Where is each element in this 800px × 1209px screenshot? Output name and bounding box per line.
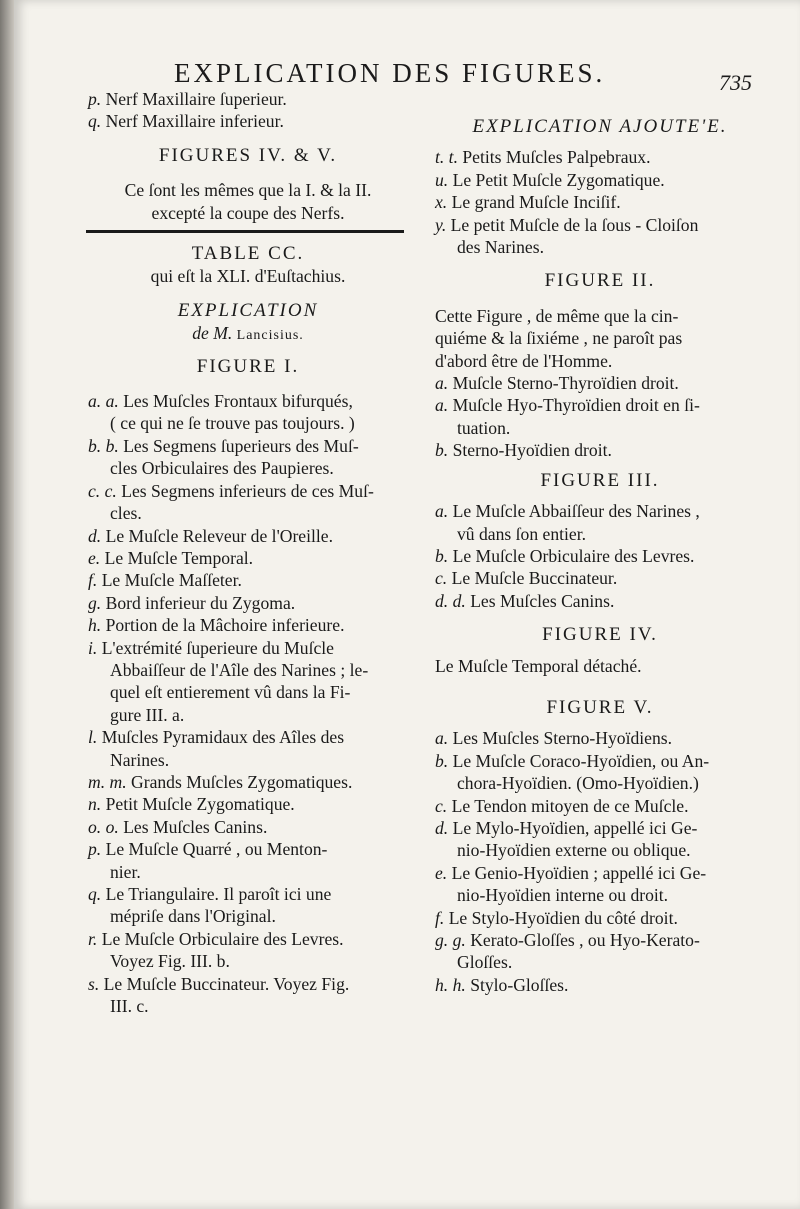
item-label: p. xyxy=(88,89,106,109)
item-line xyxy=(88,412,408,434)
byline-prefix: de M. xyxy=(192,323,233,344)
item-text: Le Genio-Hyoïdien ; appellé ici Ge- xyxy=(451,862,707,883)
item-line xyxy=(88,480,408,502)
item-text: Stylo-Gloſſes. xyxy=(470,974,569,995)
item-line xyxy=(88,390,408,412)
item-label: g. g. xyxy=(435,930,471,950)
figure-ii-list xyxy=(435,372,765,462)
item-line xyxy=(435,545,765,567)
text-line: quiéme & la ſixiéme , ne paroît pas xyxy=(435,328,683,349)
item-label: q. xyxy=(88,884,106,904)
item-label: r. xyxy=(88,928,102,949)
list-item xyxy=(88,771,408,793)
item-label: b. xyxy=(435,440,453,461)
item-label: a. xyxy=(435,373,453,394)
item-text: Le Tendon mitoyen de ce Muſcle. xyxy=(451,795,689,816)
list-item xyxy=(435,795,765,817)
item-text: L'extrémité ſuperieure du Muſcle xyxy=(101,637,334,658)
item-line xyxy=(435,590,765,612)
item-line xyxy=(435,974,765,996)
item-line xyxy=(88,883,408,905)
list-item xyxy=(88,883,408,928)
list-item xyxy=(88,793,408,815)
page-title: EXPLICATION DES FIGURES. xyxy=(174,58,606,88)
item-line xyxy=(435,372,765,394)
item-text: Le Muſcle Temporal. xyxy=(104,547,254,568)
item-label: h. xyxy=(88,615,106,636)
heading-table-cc: TABLE CC. xyxy=(191,243,305,265)
item-text: Les Muſcles Canins. xyxy=(123,816,268,837)
item-line xyxy=(88,816,408,838)
left-top-list xyxy=(88,88,408,133)
item-text: Le Muſcle Orbiculaire des Levres. xyxy=(101,928,344,949)
item-text: Le petit Muſcle de la ſous - Cloiſon xyxy=(450,214,699,235)
list-item xyxy=(435,191,765,213)
item-line xyxy=(88,502,408,524)
fig45-text-line: excepté la coupe des Nerfs. xyxy=(151,202,345,223)
item-line xyxy=(435,884,765,906)
list-item xyxy=(435,862,765,907)
item-text: Le Muſcle Buccinateur. xyxy=(451,568,618,589)
item-label: q. xyxy=(88,111,106,132)
item-label: e. xyxy=(88,547,105,568)
item-label: n. xyxy=(88,794,106,815)
item-text: cles. xyxy=(110,503,142,524)
item-line xyxy=(88,547,408,569)
item-text: Abbaiſſeur de l'Aîle des Narines ; le- xyxy=(110,659,369,680)
item-label: p. xyxy=(88,839,106,860)
heading-figure-iv: FIGURE IV. xyxy=(542,624,658,646)
figure-iii-list xyxy=(435,500,765,612)
item-text: Le Stylo-Hyoïdien du côté droit. xyxy=(448,907,678,928)
item-line xyxy=(435,191,765,213)
item-line xyxy=(435,236,765,258)
item-text: Voyez Fig. III. b. xyxy=(110,951,230,972)
item-label: h. h. xyxy=(435,974,471,995)
item-line xyxy=(435,146,765,168)
table-subheading: qui eſt la XLI. d'Euſtachius. xyxy=(150,266,346,287)
list-item xyxy=(435,590,765,612)
item-label: a. a. xyxy=(88,391,124,412)
item-text: Le Muſcle Maſſeter. xyxy=(101,570,242,591)
text-line: Cette Figure , de même que la cin- xyxy=(435,305,679,326)
list-item xyxy=(88,569,408,591)
item-text: Le grand Muſcle Inciſif. xyxy=(451,192,621,213)
list-item xyxy=(435,439,765,461)
left-column xyxy=(88,88,408,1017)
item-text: des Narines. xyxy=(457,237,544,258)
item-label: o. o. xyxy=(88,816,124,837)
added-explication-list xyxy=(435,146,765,258)
item-label: l. xyxy=(88,727,102,748)
item-line xyxy=(435,750,765,772)
explication-byline xyxy=(88,322,408,347)
item-text: Les Muſcles Frontaux bifurqués, xyxy=(123,391,353,412)
item-line xyxy=(88,88,408,110)
item-label: y. xyxy=(435,214,451,235)
item-line xyxy=(88,928,408,950)
item-label: f. xyxy=(435,907,449,928)
item-text: Gloſſes. xyxy=(457,952,513,973)
heading-figures-iv-v: FIGURES IV. & V. xyxy=(158,144,338,166)
item-text: Sterno-Hyoïdien droit. xyxy=(452,440,612,461)
figure-v-list xyxy=(435,727,765,996)
item-text: Petits Muſcles Palpebraux. xyxy=(462,147,651,168)
item-text: chora-Hyoïdien. (Omo-Hyoïdien.) xyxy=(457,773,699,794)
list-item xyxy=(435,545,765,567)
item-line xyxy=(88,435,408,457)
item-line xyxy=(88,771,408,793)
item-line xyxy=(435,394,765,416)
item-label: c. xyxy=(435,795,452,816)
item-line xyxy=(435,567,765,589)
item-text: Bord inferieur du Zygoma. xyxy=(105,592,296,613)
list-item xyxy=(88,110,408,132)
item-line xyxy=(88,861,408,883)
list-item xyxy=(435,907,765,929)
item-line xyxy=(435,951,765,973)
item-text: nio-Hyoïdien externe ou oblique. xyxy=(457,840,691,861)
item-line xyxy=(435,929,765,951)
item-label: g. xyxy=(88,592,106,613)
list-item xyxy=(88,592,408,614)
item-label: c. xyxy=(435,568,452,589)
item-label: x. xyxy=(435,192,452,213)
item-text: Nerf Maxillaire ſuperieur. xyxy=(105,89,287,109)
item-text: Le Muſcle Quarré , ou Menton- xyxy=(105,839,328,860)
item-label: b. b. xyxy=(88,435,124,456)
item-label: u. xyxy=(435,169,453,190)
item-line xyxy=(88,973,408,995)
text-line: d'abord être de l'Homme. xyxy=(435,350,613,371)
item-line xyxy=(435,169,765,191)
item-label: b. xyxy=(435,545,453,566)
list-item xyxy=(88,88,408,110)
page-number: 735 xyxy=(719,70,752,95)
item-line xyxy=(88,637,408,659)
item-text: Muſcles Pyramidaux des Aîles des xyxy=(101,727,345,748)
heading-figure-i: FIGURE I. xyxy=(196,355,300,377)
list-item xyxy=(435,750,765,795)
list-item xyxy=(88,614,408,636)
item-line xyxy=(88,995,408,1017)
list-item xyxy=(435,567,765,589)
item-text: Muſcle Sterno-Thyroïdien droit. xyxy=(452,373,679,394)
list-item xyxy=(88,928,408,973)
list-item xyxy=(88,726,408,771)
item-label: f. xyxy=(88,570,102,591)
item-text: Le Triangulaire. Il paroît ici une xyxy=(105,884,332,904)
list-item xyxy=(435,974,765,996)
item-text: Le Mylo-Hyoïdien, appellé ici Ge- xyxy=(452,817,698,838)
item-text: Le Petit Muſcle Zygomatique. xyxy=(452,169,665,190)
item-line xyxy=(435,839,765,861)
item-line xyxy=(88,838,408,860)
item-label: m. m. xyxy=(88,771,132,792)
item-text: Le Muſcle Releveur de l'Oreille. xyxy=(105,525,333,546)
section-rule xyxy=(86,230,404,233)
item-line xyxy=(88,457,408,479)
figure-i-list xyxy=(88,390,408,1017)
item-label: s. xyxy=(88,973,104,994)
figure-ii-intro xyxy=(435,305,765,372)
item-text: ( ce qui ne ſe trouve pas toujours. ) xyxy=(110,413,355,434)
byline-name: Lancisius. xyxy=(236,328,304,344)
item-text: Les Muſcles Sterno-Hyoïdiens. xyxy=(452,728,672,749)
list-item xyxy=(435,929,765,974)
item-text: Le Muſcle Coraco-Hyoïdien, ou An- xyxy=(452,750,710,771)
item-line xyxy=(88,681,408,703)
list-item xyxy=(88,525,408,547)
item-line xyxy=(88,704,408,726)
item-label: d. xyxy=(435,817,453,838)
item-label: e. xyxy=(435,862,452,883)
item-text: Narines. xyxy=(110,749,170,770)
item-text: quel eſt entierement vû dans la Fi- xyxy=(110,682,351,703)
fig45-text-line: Ce ſont les mêmes que la I. & la II. xyxy=(124,180,372,201)
list-item xyxy=(88,973,408,1018)
item-line xyxy=(88,525,408,547)
item-line xyxy=(88,110,408,132)
item-line xyxy=(88,569,408,591)
item-text: Les Segmens ſuperieurs des Muſ- xyxy=(123,435,359,456)
list-item xyxy=(435,214,765,259)
item-text: Portion de la Mâchoire inferieure. xyxy=(105,615,345,636)
item-line xyxy=(435,500,765,522)
list-item xyxy=(435,169,765,191)
heading-explication: EXPLICATION xyxy=(177,299,319,321)
item-label: a. xyxy=(435,728,453,749)
list-item xyxy=(435,372,765,394)
item-line xyxy=(435,523,765,545)
item-line xyxy=(435,817,765,839)
item-line xyxy=(435,907,765,929)
item-line xyxy=(88,659,408,681)
item-text: nio-Hyoïdien interne ou droit. xyxy=(457,885,669,906)
item-label: t. t. xyxy=(435,147,463,168)
item-line xyxy=(435,439,765,461)
item-label: i. xyxy=(88,637,102,658)
item-text: gure III. a. xyxy=(110,704,185,725)
list-item xyxy=(88,390,408,435)
item-line xyxy=(88,614,408,636)
item-label: a. xyxy=(435,395,453,416)
heading-figure-iii: FIGURE III. xyxy=(540,469,660,491)
item-text: cles Orbiculaires des Paupieres. xyxy=(110,458,334,479)
item-label: a. xyxy=(435,501,453,522)
list-item xyxy=(88,547,408,569)
item-text: Le Muſcle Abbaiſſeur des Narines , xyxy=(452,501,700,522)
item-line xyxy=(435,417,765,439)
item-text: mépriſe dans l'Original. xyxy=(110,906,276,927)
item-text: Grands Muſcles Zygomatiques. xyxy=(131,771,353,792)
item-text: Les Muſcles Canins. xyxy=(470,590,615,611)
item-line xyxy=(435,214,765,236)
item-line xyxy=(435,772,765,794)
item-text: III. c. xyxy=(110,996,149,1017)
item-text: Le Muſcle Orbiculaire des Levres. xyxy=(452,545,695,566)
list-item xyxy=(88,480,408,525)
heading-figure-v: FIGURE V. xyxy=(546,696,654,718)
page-edge-shadow xyxy=(0,0,14,1209)
list-item xyxy=(435,727,765,749)
list-item xyxy=(435,394,765,439)
list-item xyxy=(435,817,765,862)
item-line xyxy=(435,795,765,817)
item-text: nier. xyxy=(110,861,141,882)
item-text: Petit Muſcle Zygomatique. xyxy=(105,794,295,815)
heading-explication-ajoutee: EXPLICATION AJOUTE'E. xyxy=(472,116,728,137)
item-line xyxy=(88,793,408,815)
list-item xyxy=(88,838,408,883)
item-text: Nerf Maxillaire inferieur. xyxy=(105,111,284,132)
item-text: Kerato-Gloſſes , ou Hyo-Kerato- xyxy=(470,930,700,950)
item-label: c. c. xyxy=(88,480,122,501)
item-text: tuation. xyxy=(457,417,511,438)
item-label: d. xyxy=(88,525,106,546)
right-column xyxy=(435,88,765,996)
item-label: b. xyxy=(435,750,453,771)
list-item xyxy=(435,500,765,545)
list-item xyxy=(88,435,408,480)
list-item xyxy=(88,816,408,838)
figure-iv-text: Le Muſcle Temporal détaché. xyxy=(435,655,642,676)
item-line xyxy=(435,862,765,884)
item-line xyxy=(88,749,408,771)
item-line xyxy=(88,592,408,614)
item-line xyxy=(88,950,408,972)
item-text: Muſcle Hyo-Thyroïdien droit en ſi- xyxy=(452,395,700,416)
item-text: Les Segmens inferieurs de ces Muſ- xyxy=(121,480,374,501)
list-item xyxy=(435,146,765,168)
list-item xyxy=(88,637,408,727)
item-label: d. d. xyxy=(435,590,471,611)
item-line xyxy=(435,727,765,749)
item-text: vû dans ſon entier. xyxy=(457,523,586,544)
item-line xyxy=(88,726,408,748)
heading-figure-ii: FIGURE II. xyxy=(544,270,656,292)
item-text: Le Muſcle Buccinateur. Voyez Fig. xyxy=(103,973,350,994)
item-line xyxy=(88,905,408,927)
